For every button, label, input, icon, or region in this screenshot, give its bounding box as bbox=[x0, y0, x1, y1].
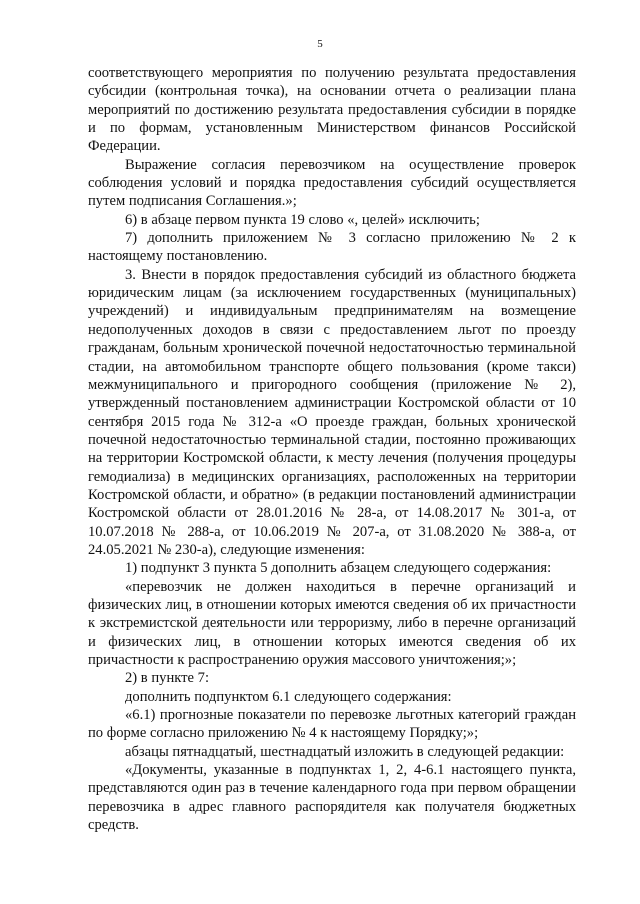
paragraph: «6.1) прогнозные показатели по перевозке льготных категорий граждан по форме согласно приложению № 4 к настоящему Порядку;»; bbox=[88, 707, 576, 742]
paragraph: дополнить подпунктом 6.1 следующего содержания: bbox=[125, 688, 452, 705]
paragraph: «Документы, указанные в подпунктах 1, 2, 4-6.1 настоящего пункта, представляются один раз в течение календарного года при первом обращении перевозчика в адрес главного распорядителя как получателя бюджетных средств. bbox=[88, 762, 576, 834]
paragraph: соответствующего мероприятия по получению результата предоставления субсидии (контрольная точка), на основании отчета о реализации плана мероприятий по достижению результата предоставления субсидии в порядке и по формам, установленным Министерством финансов Российской Федерации. bbox=[88, 65, 576, 155]
paragraph: 1) подпункт 3 пункта 5 дополнить абзацем следующего содержания: bbox=[125, 560, 552, 577]
paragraph: 3. Внести в порядок предоставления субсидий из областного бюджета юридическим лицам (за исключением государственных (муниципальных) учреждений) и индивидуальным предпринимателям на возмещение недополученных доходов в связи с предоставлением льгот по проезду гражданам, больным хронической почечной недостаточностью терминальной стадии, на автомобильном транспорте общего пользования (кроме такси) межмуниципального и пригородного сообщения (приложение № 2), утвержденный постановлением администрации Костромской области от 10 сентября 2015 года № 312-а «О проезде граждан, больных хронической почечной недостаточностью терминальной стадии, постоянно проживающих на территории Костромской области, к месту лечения (получения процедуры гемодиализа) в медицинских организациях, расположенных на территории Костромской области, и обратно» (в редакции постановлений администрации Костромской области от 28.01.2016 № 28-а, от 14.08.2017 № 301-а, от 10.07.2018 № 288-а, от 10.06.2019 № 207-а, от 31.08.2020 № 388-а, от 24.05.2021 № 230-а), следующие изменения: bbox=[88, 266, 576, 558]
paragraph: 7) дополнить приложением № 3 согласно приложению № 2 к настоящему постановлению. bbox=[88, 230, 576, 265]
page-number: 5 bbox=[317, 38, 323, 50]
paragraph: Выражение согласия перевозчиком на осуществление проверок соблюдения условий и порядка предоставления субсидий осуществляется путем подписания Соглашения.»; bbox=[88, 156, 576, 210]
paragraph: «перевозчик не должен находиться в перечне организаций и физических лиц, в отношении которых имеются сведения об их причастности к экстремистской деятельности или терроризму, либо в перечне организаций и физических лиц, в отношении которых имеются сведения об их причастности к распространению оружия массового уничтожения;»; bbox=[88, 578, 576, 668]
document-body bbox=[88, 64, 576, 834]
paragraph: 6) в абзаце первом пункта 19 слово «, целей» исключить; bbox=[125, 211, 480, 228]
paragraph: 2) в пункте 7: bbox=[125, 670, 210, 687]
paragraph: абзацы пятнадцатый, шестнадцатый изложить в следующей редакции: bbox=[125, 743, 565, 760]
